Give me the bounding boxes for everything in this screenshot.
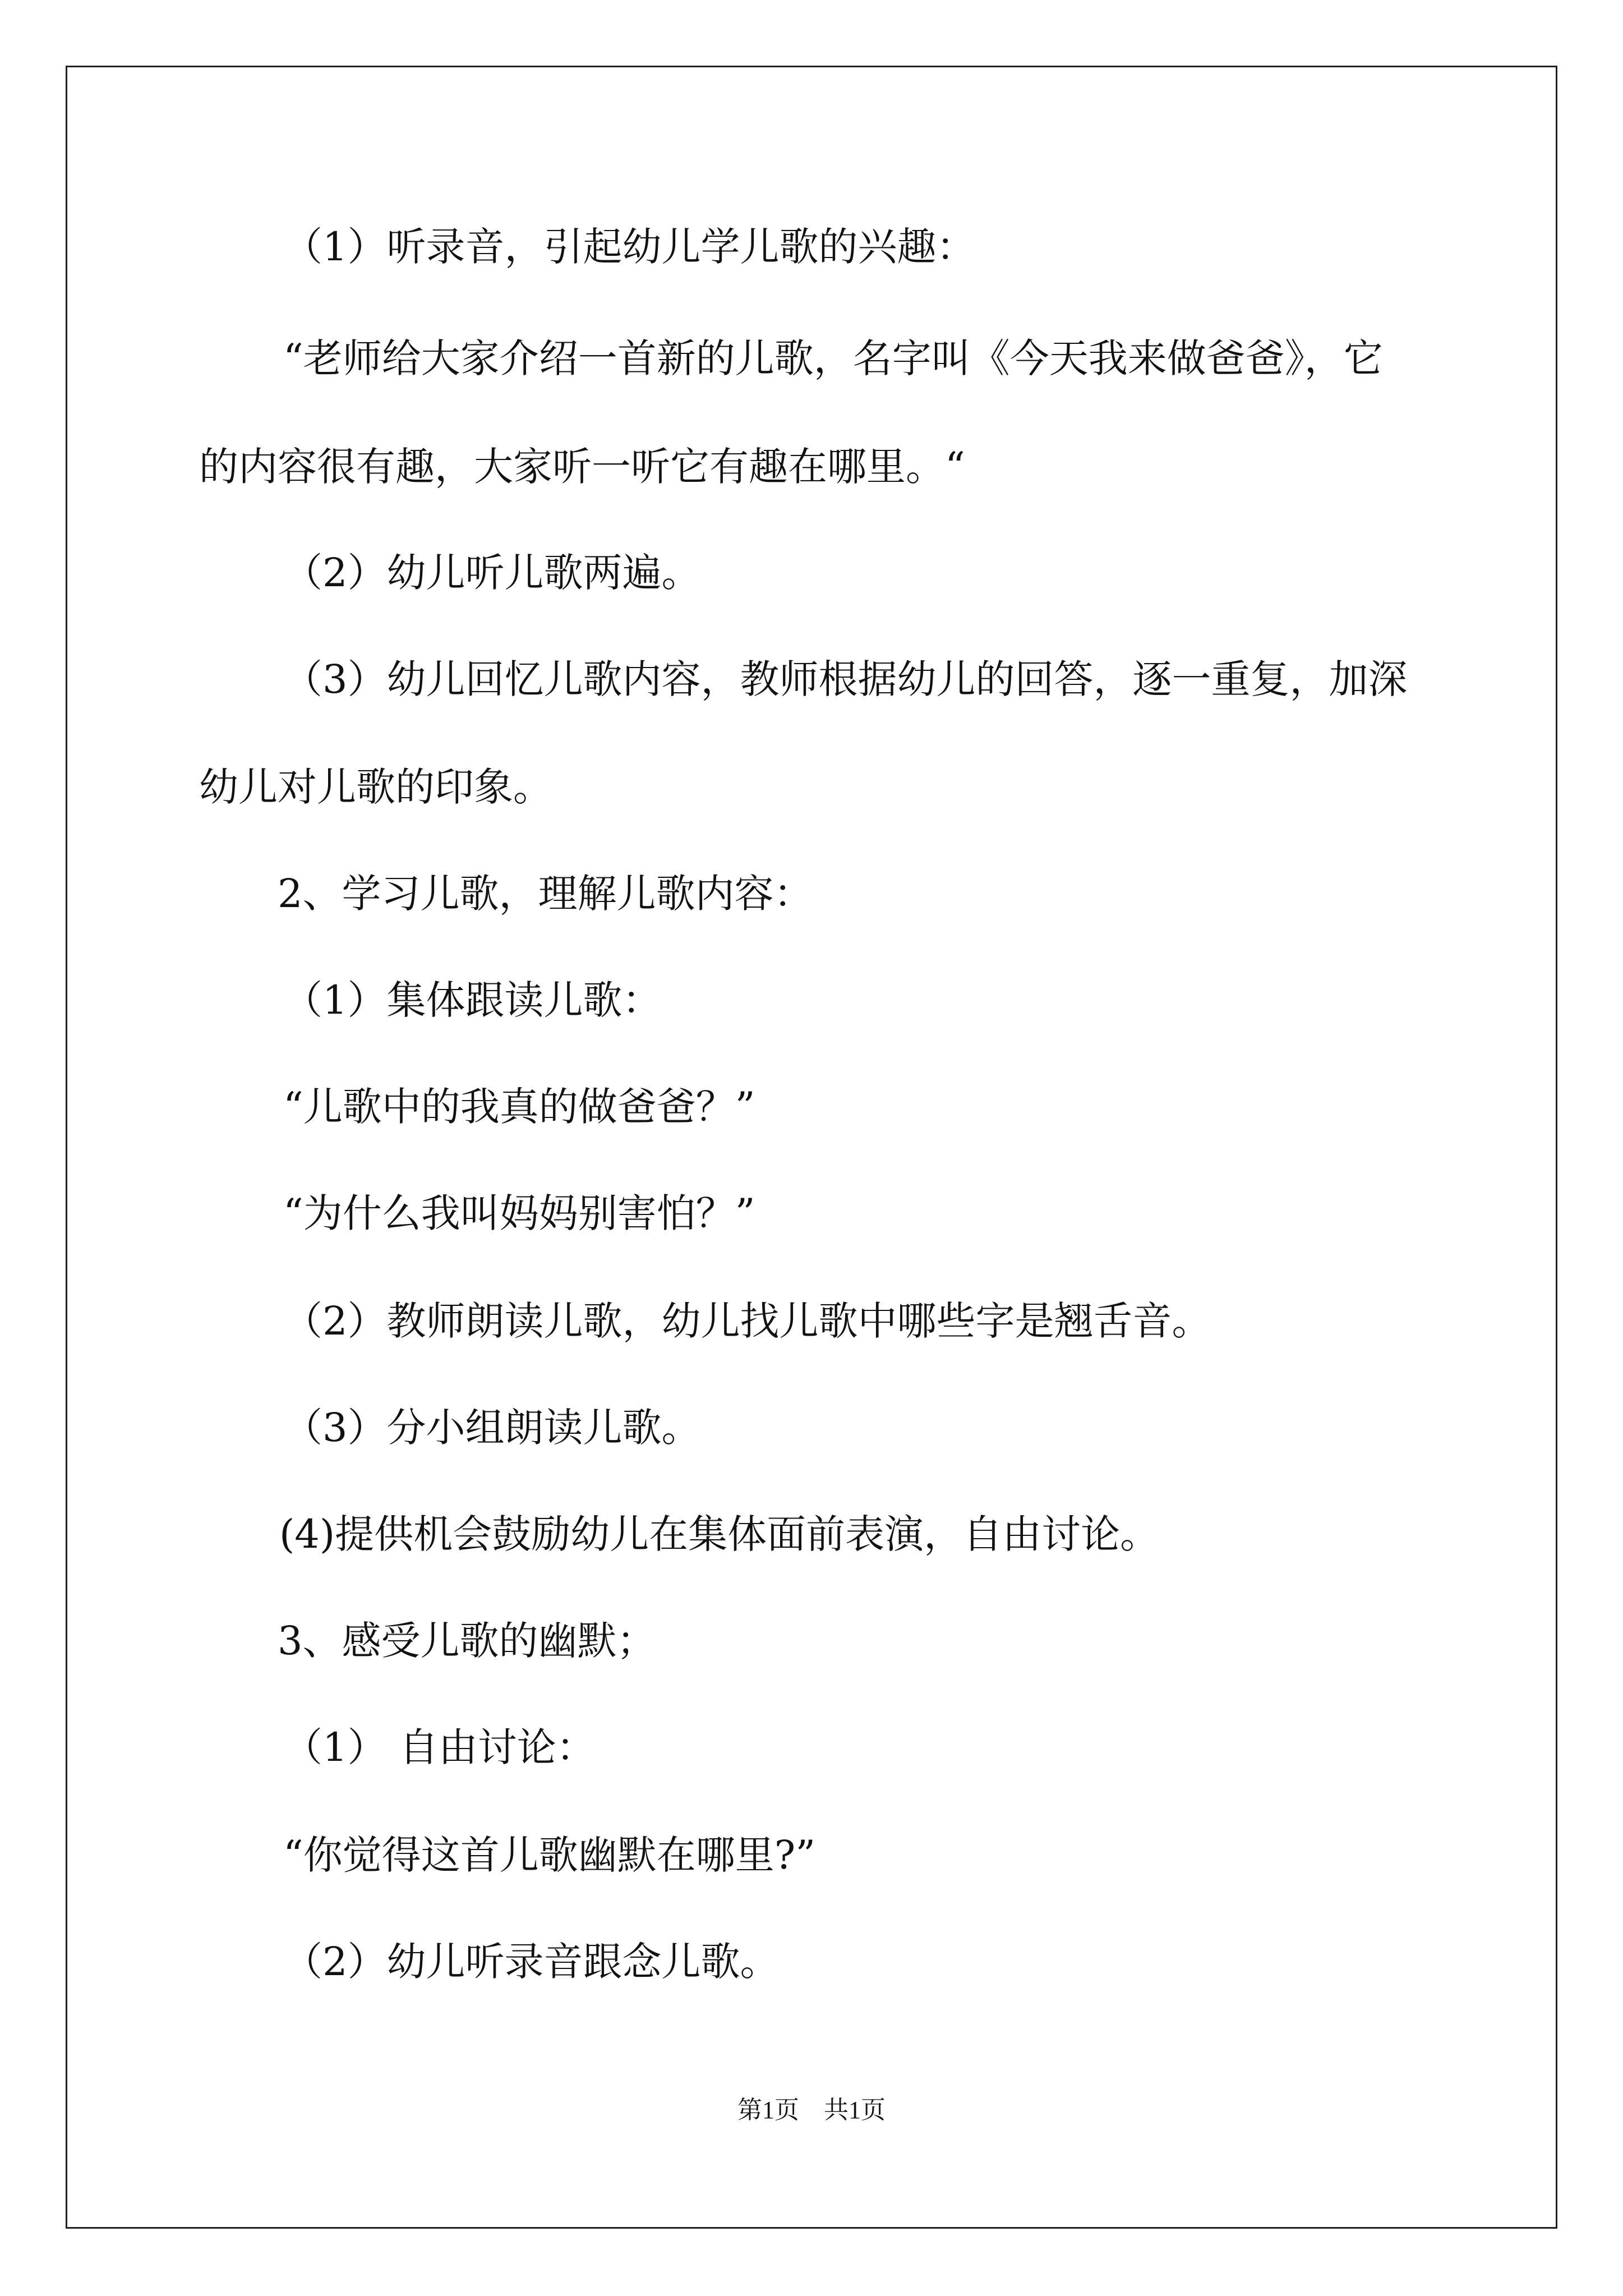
text-line-5: （3）幼儿回忆儿歌内容，教师根据幼儿的回答，逐一重复，加深 (283, 656, 1408, 702)
text-line-15: （1） 自由讨论： (283, 1724, 596, 1770)
text-line-9: “儿歌中的我真的做爸爸？” (283, 1084, 755, 1130)
text-line-3: 的内容很有趣，大家听一听它有趣在哪里。“ (199, 444, 965, 490)
text-line-14: 3、感受儿歌的幽默； (278, 1618, 656, 1664)
text-line-8: （1）集体跟读儿歌： (283, 977, 662, 1023)
text-line-13: (4)提供机会鼓励幼儿在集体面前表演，自由讨论。 (279, 1511, 1160, 1557)
text-line-1: （1）听录音，引起幼儿学儿歌的兴趣： (283, 224, 976, 270)
text-line-12: （3）分小组朗读儿歌。 (283, 1405, 701, 1451)
text-line-16: “你觉得这首儿歌幽默在哪里?” (283, 1832, 816, 1878)
text-line-17: （2）幼儿听录音跟念儿歌。 (283, 1939, 780, 1985)
page-border (66, 66, 1557, 2229)
text-line-2: “老师给大家介绍一首新的儿歌，名字叫《今天我来做爸爸》，它 (283, 335, 1383, 381)
page-footer: 第1页 共1页 (737, 2096, 886, 2124)
text-line-6: 幼儿对儿歌的印象。 (199, 764, 552, 810)
text-line-10: “为什么我叫妈妈别害怕？” (283, 1190, 755, 1236)
text-line-7: 2、学习儿歌，理解儿歌内容： (278, 871, 813, 917)
text-line-11: （2）教师朗读儿歌，幼儿找儿歌中哪些字是翘舌音。 (283, 1298, 1211, 1344)
text-line-4: （2）幼儿听儿歌两遍。 (283, 550, 701, 596)
